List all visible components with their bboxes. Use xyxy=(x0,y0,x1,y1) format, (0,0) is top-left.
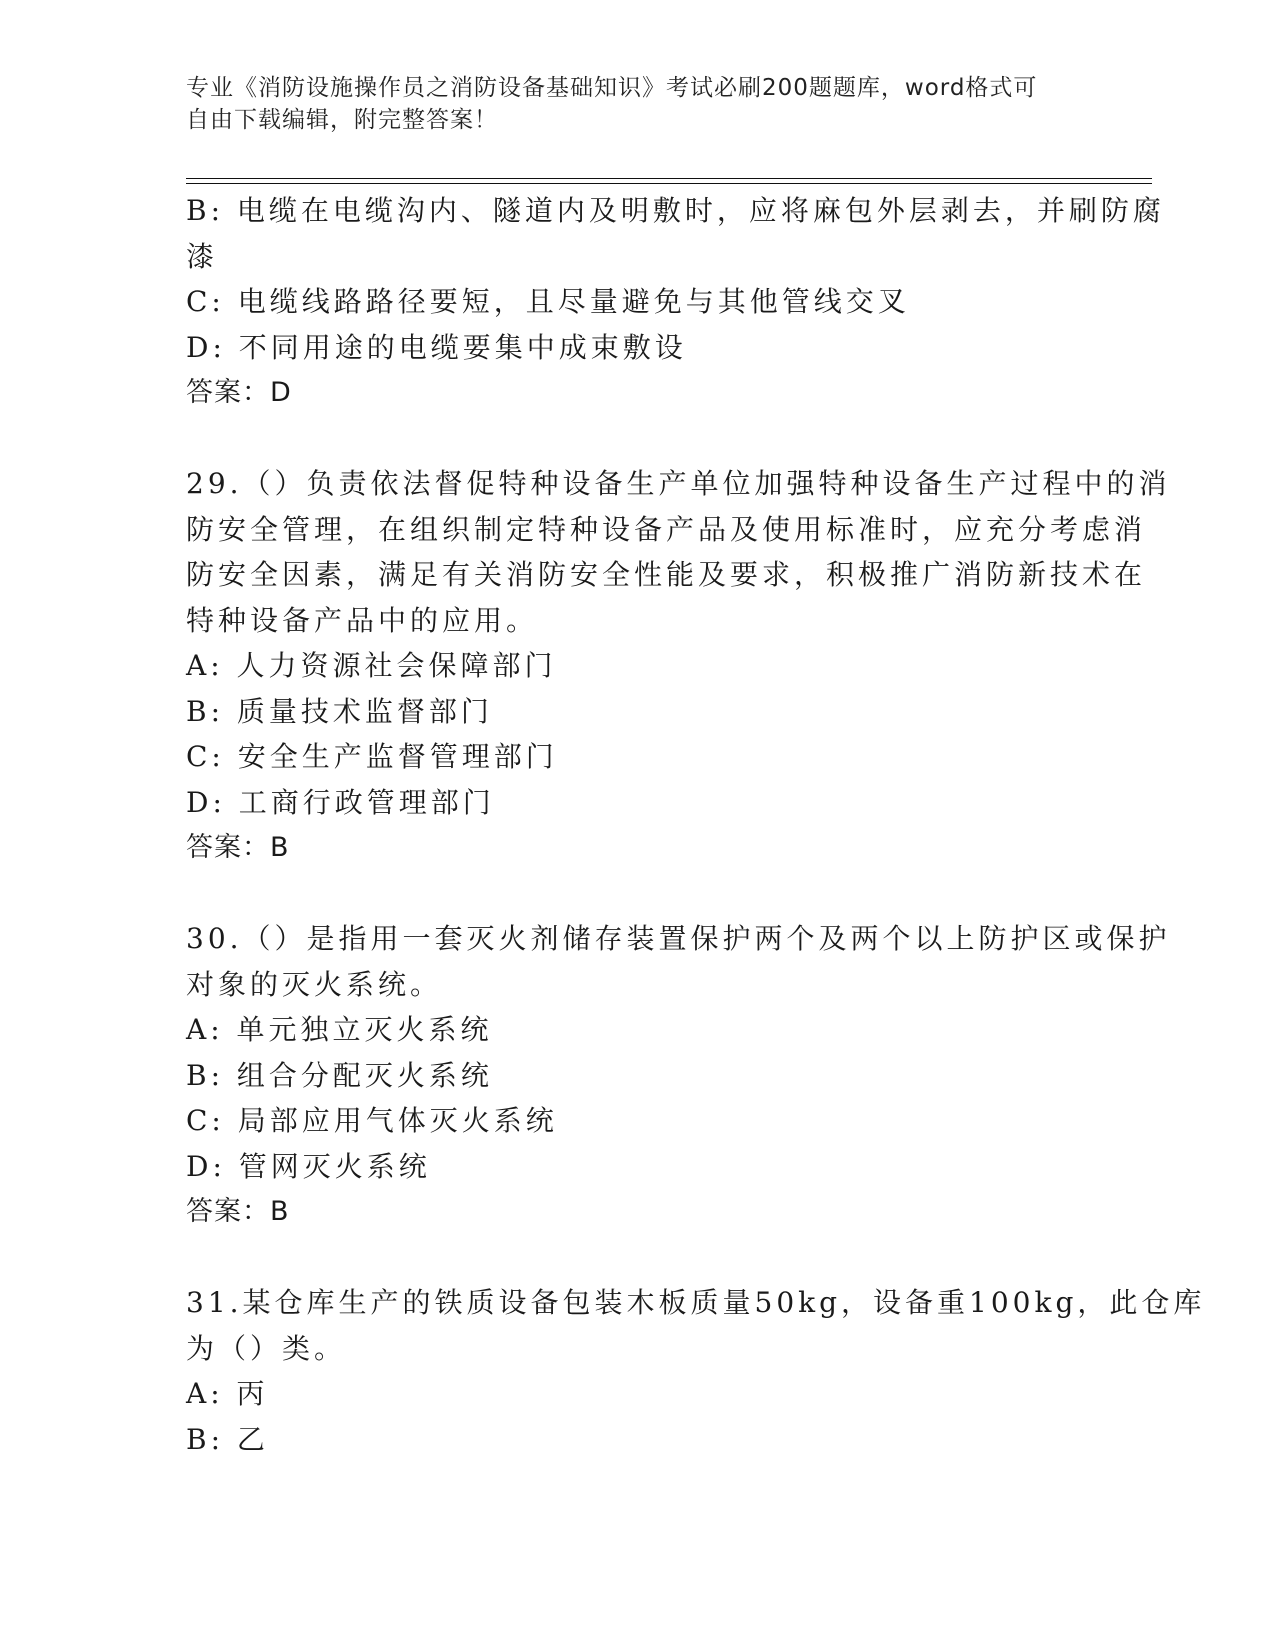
header-line-1: 专业《消防设施操作员之消防设备基础知识》考试必刷200题题库，word格式可 xyxy=(186,75,1038,101)
answer: 答案：D xyxy=(186,377,292,408)
header-divider-bottom xyxy=(186,183,1152,184)
option-b: B: 质量技术监督部门 xyxy=(186,694,493,728)
document-header xyxy=(186,72,1086,136)
question-stem: 为（）类。 xyxy=(186,1331,347,1365)
option-c: C: 电缆线路路径要短，且尽量避免与其他管线交叉 xyxy=(186,285,910,318)
option-a: A: 丙 xyxy=(186,1377,269,1410)
option-d: D: 管网灭火系统 xyxy=(186,1149,431,1183)
question-stem: 防安全管理，在组织制定特种设备产品及使用标准时，应充分考虑消 xyxy=(186,512,1147,546)
option-c: C: 安全生产监督管理部门 xyxy=(186,740,558,773)
question-30 xyxy=(186,916,1171,1235)
question-list xyxy=(186,188,1206,1462)
option-b: B: 组合分配灭火系统 xyxy=(186,1058,493,1092)
option-c: C: 局部应用气体灭火系统 xyxy=(186,1104,558,1137)
option-b: B: 乙 xyxy=(186,1422,269,1456)
question-spacer xyxy=(186,416,1086,462)
question-stem: 31.某仓库生产的铁质设备包装木板质量50kg，设备重100kg，此仓库 xyxy=(186,1286,1206,1319)
answer: 答案：B xyxy=(186,1196,290,1227)
answer: 答案：B xyxy=(186,832,290,863)
question-spacer xyxy=(186,871,1086,917)
option-b: B: 电缆在电缆沟内、隧道内及明敷时，应将麻包外层剥去，并刷防腐 xyxy=(186,194,1165,227)
question-stem: 29.（）负责依法督促特种设备生产单位加强特种设备生产过程中的消 xyxy=(186,467,1171,500)
question-stem: 30.（）是指用一套灭火剂储存装置保护两个及两个以上防护区或保护 xyxy=(186,922,1171,955)
option-a: A: 人力资源社会保障部门 xyxy=(186,649,557,682)
question-31 xyxy=(186,1280,1206,1462)
question-spacer xyxy=(186,1235,1086,1281)
header-divider-top xyxy=(186,178,1152,179)
question-stem: 防安全因素，满足有关消防安全性能及要求，积极推广消防新技术在 xyxy=(186,558,1147,591)
option-d: D: 工商行政管理部门 xyxy=(186,785,495,819)
question-stem: 对象的灭火系统。 xyxy=(186,967,443,1001)
option-b-continued: 漆 xyxy=(186,239,219,273)
header-line-2: 自由下载编辑，附完整答案！ xyxy=(186,107,498,133)
option-d: D: 不同用途的电缆要集中成束敷设 xyxy=(186,330,687,364)
question-stem: 特种设备产品中的应用。 xyxy=(186,603,539,637)
question-29 xyxy=(186,461,1171,871)
option-a: A: 单元独立灭火系统 xyxy=(186,1013,493,1046)
question-28 xyxy=(186,188,1165,416)
